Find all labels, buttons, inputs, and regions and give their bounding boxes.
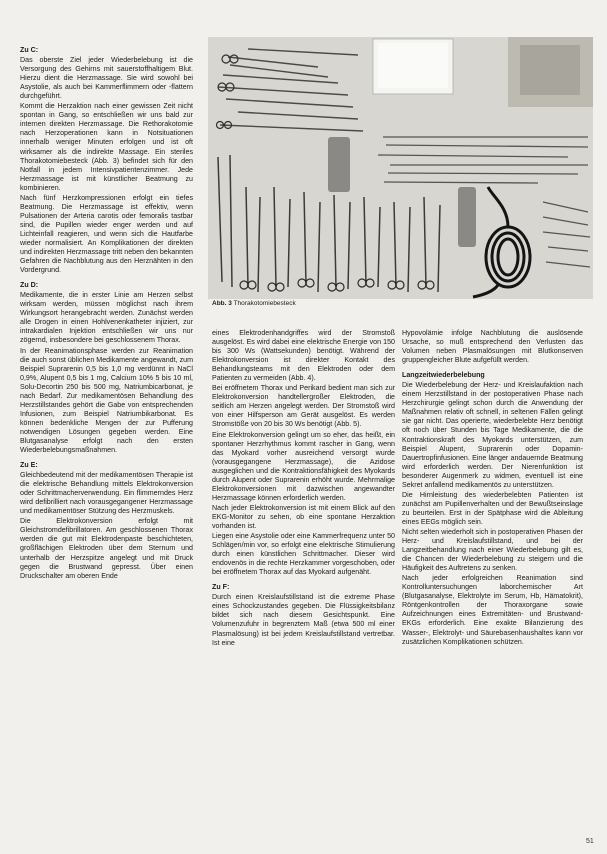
paragraph: Nach jeder erfolgreichen Reanimation sind Kontrolluntersuchungen laborchemischer Art (Blutgasanalyse, Elektrolyte im Serum, Hb, Hämatokrit), Röntgenkontrollen der Thoraxorgane sowie Aufzeichnungen eines Extremitäten- und Brustwand-EKGs erforderlich. Eine exakte Bilanzierung des Wasser-, Elektrolyt- und Säurebasenhaushaltes kann vor zusätzlichen Komplikationen schützen. xyxy=(402,574,583,646)
section-heading: Zu F: xyxy=(212,583,230,592)
paragraph: Kommt die Herzaktion nach einer gewissen Zeit nicht spontan in Gang, so entschließen wir uns bald zur internen direkten Herzmassage. Die Rethorakotomie nach Herzoperationen kann in Notsituationen innerhalb weniger Minuten erfolgen und ist oft wirksamer als die indirekte Massage. Ein steriles Thorakotomiebesteck (Abb. 3) befindet sich für den Notfall in jedem Intensivpatientenzimmer. Jede Herzmassage ist mit künstlicher Beatmung zu kombinieren. xyxy=(20,102,193,192)
section-heading: Zu D: xyxy=(20,281,39,290)
caption-text: Thorakotomiebesteck xyxy=(233,300,296,307)
paragraph: Medikamente, die in erster Linie am Herzen selbst wirksam werden, müssen möglichst nach ihrem Wirkungsort herangebracht werden. Zunächst werden alle Drogen in einen Hohlvenenkatheter injiziert, zur intrakardialen Injektion entschließen wir uns nur zögernd, insbesondere bei geschlossenem Thorax. xyxy=(20,291,193,345)
paragraph: Hypovolämie infolge Nachblutung die auslösende Ursache, so muß entsprechend den Verlusten das Volumen neben Plasmalösungen mit Blutkonserven gruppengleicher Blute aufgefüllt werden. xyxy=(402,329,583,365)
paragraph: Nach jeder Elektrokonversion ist mit einem Blick auf den EKG-Monitor zu sehen, ob eine spontane Herzaktion vorhanden ist. xyxy=(212,503,395,530)
page-number: 51 xyxy=(586,838,594,845)
paragraph: Nach fünf Herzkompressionen erfolgt ein tiefes Beatmung. Die Herzmassage ist effektiv, wenn Pulsationen der Arteria carotis oder femoralis tastbar sind, die Pupillen wieder enger werden und auf Lichteinfall reagieren, und wenn sich die Hautfarbe wieder normalisiert. An Komplikationen der direkten und indirekten Herzmassage tritt neben den bekannten Gefahren die Nachblutung aus den Herznähten in den Vordergrund. xyxy=(20,193,193,275)
paragraph: Das oberste Ziel jeder Wiederbelebung ist die Versorgung des Gehirns mit sauerstoffhaltigem Blut. Hierzu dient die Herzmassage. Sie wird sowohl bei Asystolie, als auch bei Kammerflimmern oder -flattern durchgeführt. xyxy=(20,56,193,101)
surgical-instruments-image xyxy=(208,37,593,299)
section-heading: Langzeitwiederbelebung xyxy=(402,371,485,380)
text-column-right xyxy=(402,329,583,648)
instrument-tray-photo xyxy=(208,37,593,299)
text-column-left xyxy=(20,40,193,582)
paragraph: Eine Elektrokonversion gelingt um so eher, das heißt, ein spontaner Herzrhythmus kommt rascher in Gang, wenn das Myokard vorher ausreichend versorgt wurde (vorausgegangene Herzmassage), die Azidose ausgeglichen und die Kontraktionsfähigkeit des Myokards durch Alupent oder Suprarenin erhöht wurde. Mehrmalige Elektrokonversionen mit dazwischen angewandter Herzmassage können erforderlich werden. xyxy=(212,430,395,502)
text-column-middle xyxy=(212,329,395,649)
figure-caption xyxy=(212,300,296,307)
paragraph: Die Wiederbelebung der Herz- und Kreislaufaktion nach einem Herzstillstand in der postoperativen Phase nach Herzchirurgie gelingt schon durch die Anwendung der Maßnahmen relativ oft schnell, in seltenen Fällen gelingt sie gar nicht. Das operierte, wiederbelebte Herz benötigt oft noch über Stunden bis Tage Medikamente, die die Kontraktionskraft des Myokards unterstützen, zum Beispiel Alupent, Suprarenin oder Dopamin-Dauertropfinfusionen. Eine länger andauernde Beatmung wird erforderlich werden. Der Nierenfunktion ist besonderer Augenmerk zu widmen, eventuell ist eine Sekret anfallend medikamentös zu unterstützen. xyxy=(402,381,583,489)
paragraph: Liegen eine Asystolie oder eine Kammerfrequenz unter 50 Schlägen/min vor, so erfolgt eine elektrische Stimulierung durch einen künstlichen Schrittmacher. Dieser wird endovenös in die rechte Herzkammer vorgeschoben, oder bei eröffnetem Thorax auf das Myokard aufgenäht. xyxy=(212,532,395,577)
paragraph: Die Elektrokonversion erfolgt mit Gleichstromdefibrillatoren. Am geschlossenen Thorax werden die gut mit Elektrodenpaste beschichteten, großflächigen Elektroden über dem Sternum und unterhalb der Herzspitze angelegt und mit Druck gegen die Brustwand gepresst. Über einen Druckschalter am oberen Ende xyxy=(20,517,193,580)
paragraph: Gleichbedeutend mit der medikamentösen Therapie ist die elektrische Behandlung mittels Elektrokonversion oder Schrittmacherverwendung. Ein flimmerndes Herz wird defibrilliert nach vorausgegangener Herzmassage und medikamentöser Stützung des Herzmuskels. xyxy=(20,471,193,516)
section-heading: Zu C: xyxy=(20,46,39,54)
paragraph: Die Hirnleistung des wiederbelebten Patienten ist zunächst am Pupillenverhalten und der Bewußtseinslage zu beurteilen. Erst in der Spätphase wird die Ableitung eines EEGs möglich sein. xyxy=(402,490,583,526)
paragraph: Bei eröffnetem Thorax und Perikard bedient man sich zur Elektrokonversion handtellergroßer Elektroden, die seitlich am Herzen angelegt werden. Der Stromstoß wird von einer Hilfsperson am Gerät ausgelöst. Es werden Stromstöße von 20 bis 30 Ws benötigt (Abb. 5). xyxy=(212,384,395,429)
paragraph: In der Reanimationsphase werden zur Reanimation die auch sonst üblichen Medikamente angewandt, zum Beispiel Suprarenin 0,5 bis 1,0 mg verdünnt in NaCl 0,9%, Alupent 0,5 bis 1 mg, Calcium 10% 5 bis 10 ml, Solu-Decortin 250 bis 500 mg, Natriumbicarbonat, je nach Bedarf. Zur medikamentösen Behandlung des Herzstillstandes gehört die Gabe von entsprechenden Infusionen, zum Beispiel Natriumbikarbonat. Es können bedenkliche Mengen der zur Pufferung notwendigen Lösungen gegeben werden. Eine Blutgasanalyse erfolgt nach den ersten Wiederbelebungsmaßnahmen. xyxy=(20,346,193,455)
paragraph: Nicht selten wiederholt sich in postoperativen Phasen der Herz- und Kreislaufstillstand, und bei der Langzeitbehandlung nach einer Wiederbelebung gilt es, die Chancen der Wiederbelebung zu steigern und die Häufigkeit des Auftretens zu senken. xyxy=(402,527,583,573)
paragraph: eines Elektrodenhandgriffes wird der Stromstoß ausgelöst. Es wird dabei eine elektrische Energie von 150 bis 300 Ws (Wattsekunden) benötigt. Während der Elektrokonversion ist direkter Kontakt des Behandlungsteams mit den Elektroden oder dem Patienten zu vermeiden (Abb. 4). xyxy=(212,329,395,383)
caption-label: Abb. 3 xyxy=(212,300,232,307)
section-heading: Zu E: xyxy=(20,461,38,470)
paragraph: Durch einen Kreislaufstillstand ist die extreme Phase eines Schockzustandes gegeben. Die Flüssigkeitsbilanz bildet sich nach diesem Gesichtspunkt. Eine Volumenzufuhr in begrenztem Maß (etwa 500 ml einer Plasmalösung) ist bei jedem Kreislaufstillstand vertretbar. Ist eine xyxy=(212,593,395,647)
